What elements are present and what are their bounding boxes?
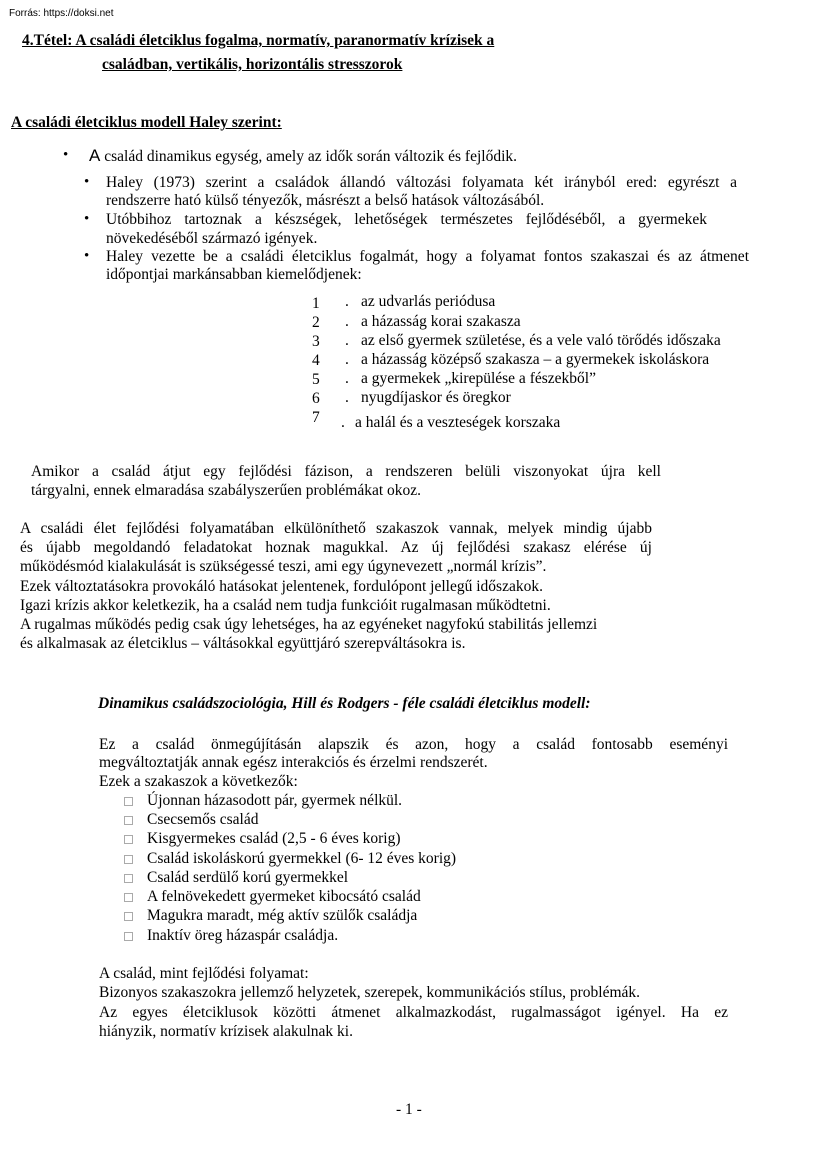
stage-dot: . <box>345 351 349 368</box>
haley-bullet-3-line1: Haley vezette be a családi életciklus fogalmát, hogy a folyamat fontos szakaszai és az átmenet <box>106 248 749 265</box>
stage-text: a halál és a veszteségek korszaka <box>355 414 561 431</box>
para2-line1: A családi élet fejlődési folyamatában elkülöníthető szakaszok vannak, melyek mindig újabb <box>20 520 652 537</box>
stage-dot: . <box>341 414 345 431</box>
stage-text: a házasság korai szakasza <box>361 313 521 330</box>
process-para-line4: hiányzik, normatív krízisek alakulnak ki. <box>99 1023 353 1040</box>
hill-para-line3: Ezek a szakaszok a következők: <box>99 773 298 790</box>
hill-stage-item: Inaktív öreg házaspár családja. <box>147 927 339 944</box>
checkbox-bullet-icon <box>124 893 133 902</box>
process-para-line3: Az egyes életciklusok közötti átmenet alkalmazkodást, rugalmasságot igényel. Ha ez <box>99 1004 728 1021</box>
stage-text: a házasság középső szakasza – a gyermekek iskoláskora <box>361 351 710 368</box>
stage-text: nyugdíjaskor és öregkor <box>361 389 511 406</box>
hill-stage-item: Kisgyermekes család (2,5 - 6 éves korig) <box>147 830 401 847</box>
hill-stage-item: A felnövekedett gyermeket kibocsátó család <box>147 888 421 905</box>
checkbox-bullet-icon <box>124 835 133 844</box>
stage-dot: . <box>345 332 349 349</box>
checkbox-bullet-icon <box>124 874 133 883</box>
checkbox-bullet-icon <box>124 912 133 921</box>
haley-bullet-0-text: család dinamikus egység, amely az idők során változik és fejlődik. <box>100 148 518 165</box>
haley-bullet-1-line1: Haley (1973) szerint a családok állandó változási folyamata két irányból ered: egyrészt a <box>106 174 737 191</box>
para2-line7: és alkalmasak az életciklus – váltásokkal együttjáró szerepváltásokra is. <box>20 635 466 652</box>
checkbox-bullet-icon <box>124 797 133 806</box>
stage-number: 5 <box>312 371 320 388</box>
stage-number: 1 <box>312 295 320 312</box>
hill-rodgers-heading: Dinamikus családszociológia, Hill és Rodgers - féle családi életciklus modell: <box>98 695 591 712</box>
para2-line2: és újabb megoldandó feladatokat hoznak magukkal. Az új fejlődési szakasz elérése új <box>20 539 652 556</box>
source-line: Forrás: https://doksi.net <box>9 8 114 19</box>
hill-stage-item: Család serdülő korú gyermekkel <box>147 869 349 886</box>
stage-number: 4 <box>312 352 320 369</box>
hill-para-line2: megváltoztatják annak egész interakciós és érzelmi rendszerét. <box>99 754 488 771</box>
bullet-dot: • <box>84 174 90 190</box>
haley-bullet-1-line2: rendszerre ható külső tényezők, másrészt a belső hatások változásából. <box>106 192 545 209</box>
stage-text: az udvarlás periódusa <box>361 293 496 310</box>
stage-number: 7 <box>312 409 320 426</box>
haley-bullet-2-line2: növekedéséből származó igények. <box>106 230 318 247</box>
stage-number: 3 <box>312 333 320 350</box>
hill-stage-item: Család iskoláskorú gyermekkel (6- 12 éves korig) <box>147 850 457 867</box>
hill-para-line1: Ez a család önmegújításán alapszik és azon, hogy a család fontosabb eseményi <box>99 736 728 753</box>
page-number: - 1 - <box>396 1101 422 1118</box>
haley-bullet-0 <box>89 146 517 166</box>
bullet-dot: • <box>84 248 90 264</box>
process-para-line2: Bizonyos szakaszokra jellemző helyzetek, szerepek, kommunikációs stílus, problémák. <box>99 984 641 1001</box>
checkbox-bullet-icon <box>124 855 133 864</box>
para2-line3: működésmód kialakulását is szükségessé teszi, ami egy úgynevezett „normál krízis”. <box>20 558 547 575</box>
bullet-dot: • <box>63 147 69 163</box>
document-title-line2: családban, vertikális, horizontális stresszorok <box>102 56 403 73</box>
para2-line6: A rugalmas működés pedig csak úgy lehetséges, ha az egyéneket nagyfokú stabilitás jellemzi <box>20 616 598 633</box>
haley-heading: A családi életciklus modell Haley szerint: <box>11 114 282 131</box>
stage-number: 2 <box>312 314 320 331</box>
stage-dot: . <box>345 313 349 330</box>
stage-dot: . <box>345 389 349 406</box>
para1-line1: Amikor a család átjut egy fejlődési fázison, a rendszeren belüli viszonyokat újra kell <box>31 463 661 480</box>
para2-line4: Ezek változtatásokra provokáló hatásokat jelentenek, fordulópont jellegű időszakok. <box>20 578 543 595</box>
checkbox-bullet-icon <box>124 932 133 941</box>
hill-stage-item: Magukra maradt, még aktív szülők családja <box>147 907 418 924</box>
haley-bullet-2-line1: Utóbbihoz tartoznak a készségek, lehetőségek természetes fejlődéséből, a gyermekek <box>106 211 707 228</box>
checkbox-bullet-icon <box>124 816 133 825</box>
stage-dot: . <box>345 370 349 387</box>
para2-line5: Igazi krízis akkor keletkezik, ha a család nem tudja funkcióit rugalmasan működtetni. <box>20 597 551 614</box>
hill-stage-item: Újonnan házasodott pár, gyermek nélkül. <box>147 792 403 809</box>
stage-text: az első gyermek születése, és a vele való törődés időszaka <box>361 332 721 349</box>
bullet-dot: • <box>84 211 90 227</box>
process-para-line1: A család, mint fejlődési folyamat: <box>99 965 309 982</box>
haley-bullet-0-initial: A <box>89 146 101 165</box>
stage-text: a gyermekek „kirepülése a fészekből” <box>361 370 596 387</box>
haley-bullet-3-line2: időpontjai markánsabban kiemelődjenek: <box>106 266 362 283</box>
hill-stage-item: Csecsemős család <box>147 811 259 828</box>
para1-line2: tárgyalni, ennek elmaradása szabályszerűen problémákat okoz. <box>31 482 422 499</box>
document-title-line1: 4.Tétel: A családi életciklus fogalma, normatív, paranormatív krízisek a <box>22 32 495 49</box>
stage-number: 6 <box>312 390 320 407</box>
stage-dot: . <box>345 293 349 310</box>
